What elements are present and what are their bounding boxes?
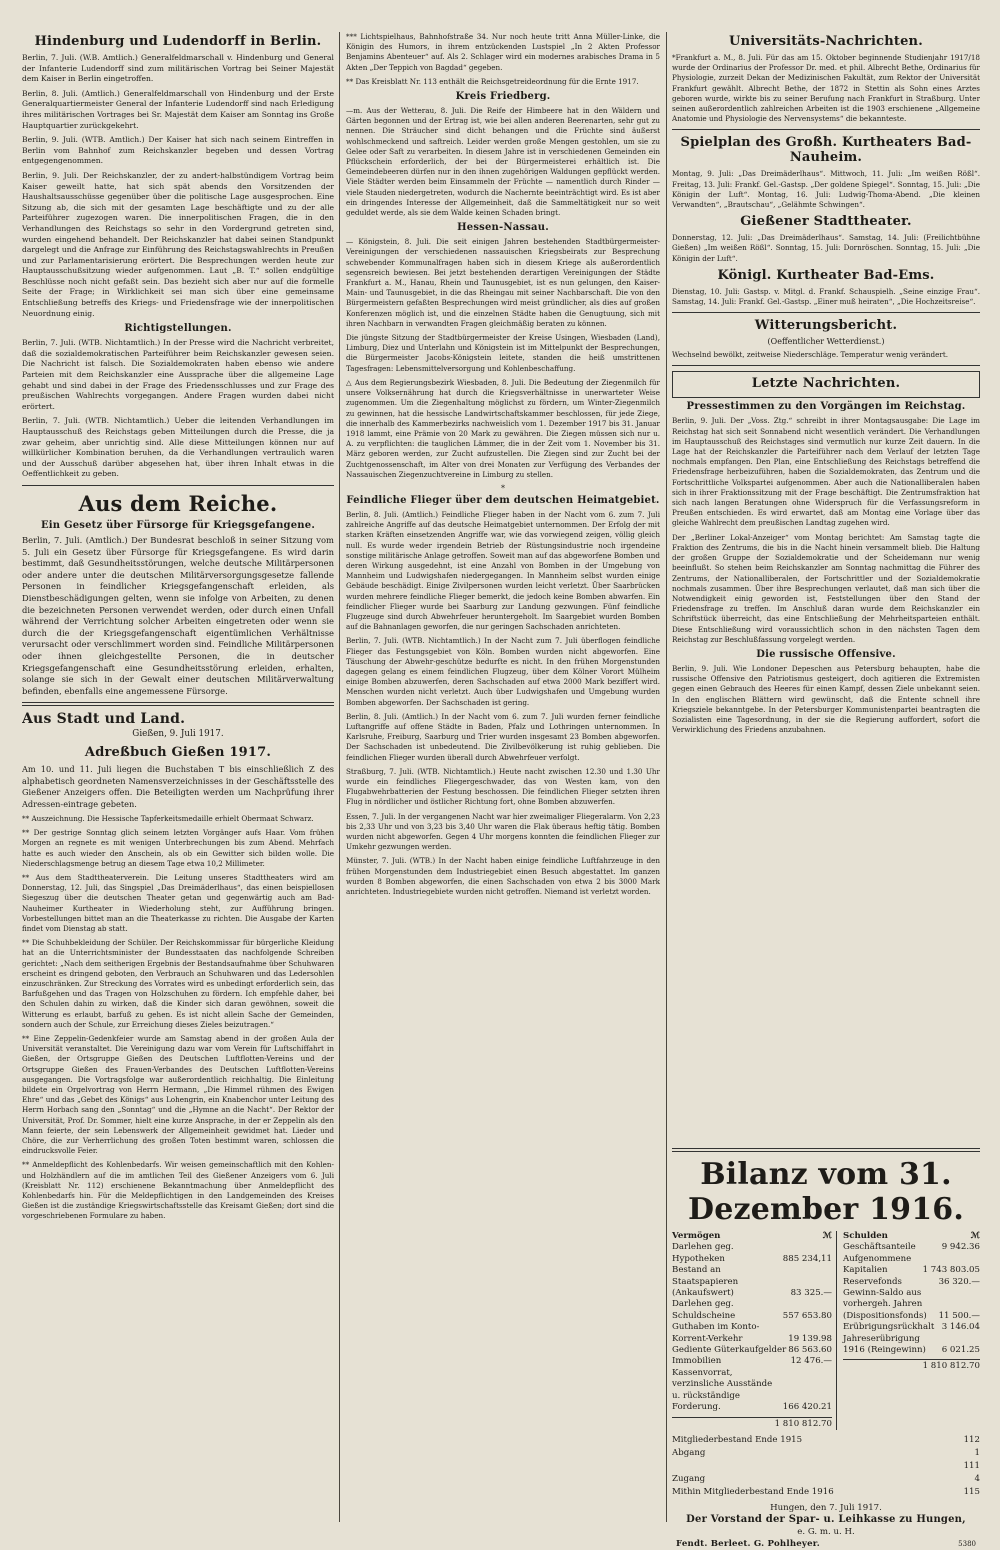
divider xyxy=(22,485,334,486)
divider xyxy=(672,129,980,130)
assets-rows xyxy=(672,1242,832,1413)
liability-row xyxy=(843,1322,980,1333)
currency-symbol: ℳ xyxy=(822,1231,832,1241)
liability-row xyxy=(843,1288,980,1322)
article-paragraph: Essen, 7. Juli. In der vergangenen Nacht war hier zweimaliger Fliegeralarm. Von 2,23 bis 2,33 Uhr und von 3,23 bis 3,40 Uhr waren die Flak überaus heftig tätig. Bomben wurden nicht abgeworfen. Gegen 4 Uhr morgens konnten die feindlichen Flieger zur Umkehr gezwungen werden. xyxy=(346,811,660,852)
asset-row xyxy=(672,1368,832,1414)
liability-row-value: 36 320.— xyxy=(938,1276,980,1287)
article-paragraph: *** Lichtspielhaus, Bahnhofstraße 34. Nur noch heute tritt Anna Müller-Linke, die Königin des Humors, in ihrem entzückenden Lustspiel „In 2 Akten Professor Benjamins Abenteuer“ auf. Als 2. Schlager wird ein modernes arabisches Drama in 5 Akten „Der Teppich von Bagdad“ gegeben. xyxy=(346,32,660,72)
divider xyxy=(672,312,980,313)
membership-row xyxy=(672,1473,980,1486)
asset-row-label: Darlehen geg. Schuldscheine xyxy=(672,1299,736,1321)
article-paragraph: *Frankfurt a. M., 8. Juli. Für das am 15. Oktober beginnende Studienjahr 1917/18 wurde der Ordinarius der Professor Dr. med. et phil. Albrecht Bethe, Ordinarius für Physiologie, zurzeit Dekan der Medizinischen Fakultät, zum Rektor der Universität Frankfurt gewählt. Albrecht Bethe, der 1872 in Stettin als Sohn eines Arztes geboren wurde, wirkte bis zu seiner Berufung nach Frankfurt in Straßburg. Unter seinen außerordentlich zahlreichen Arbeiten ist die 1903 erschienene „Allgemeine Anatomie und Physiologie des Nervensystems“ die bekannteste. xyxy=(672,53,980,124)
liability-row-value: 3 146.04 xyxy=(941,1322,980,1333)
asset-row-value: 83 325.— xyxy=(790,1288,832,1299)
article-paragraph: ** Aus dem Stadttheaterverein. Die Leitung unseres Stadttheaters wird am Donnerstag, 12. Juli, das Singspiel „Das Dreimäderlhaus“, das einen beispiellosen Siegeszug über die deutschen Theater getan und gegenwärtig auch am Bad-Nauheimer Kurtheater in Wiederholung steht, zur Aufführung bringen. Vorbestellungen bittet man an die Theaterkasse zu richten. Die Ausgabe der Karten findet vom Dienstag ab statt. xyxy=(22,872,334,933)
membership-row-label: Zugang xyxy=(672,1473,706,1484)
article-heading: Kreis Friedberg. xyxy=(455,91,551,103)
article-heading: Hessen-Nassau. xyxy=(457,222,549,234)
article-paragraph: Berlin, 7. Juli. (WTB. Nichtamtlich.) In der Nacht zum 7. Juli überflogen feindliche Flieger das Festungsgebiet von Köln. Bomben wurden nicht abgeworfen. Eine Täuschung der Abwehr-geschütze bedurfte es nicht. In den frühen Morgenstunden dagegen gelang es einem feindlichen Flugzeug, über dem Kölner Vorort Mülheim einige Bomben abzuwerfen, deren Sachschaden auf etwa 2000 Mark beziffert wird. Menschen wurden nicht verletzt. Auch über Ludwigshafen und Umgebung wurden Bomben abgeworfen. Der Sachschaden ist gering. xyxy=(346,636,660,707)
liabilities-column xyxy=(837,1231,980,1430)
article-paragraph: ** Anmeldepflicht des Kohlenbedarfs. Wir weisen gemeinschaftlich mit den Kohlen- und Holzhändlern auf die im amtlichen Teil des Gießener Anzeigers vom 6. Juli (Kreisblatt Nr. 112) erschienene Bekanntmachung über Anmeldepflicht des Kohlenbedarfs hin. Für die Meldepflichtigen in den Landgemeinden des Kreises Gießen ist die zuständige Kriegswirtschaftsstelle das Kreisamt Gießen; dort sind die vorgeschriebenen Formulare zu haben. xyxy=(22,1160,334,1221)
asset-row-value: 19 139.98 xyxy=(788,1333,832,1344)
assets-heading: Vermögen xyxy=(672,1231,721,1241)
membership-row-value: 1 xyxy=(974,1447,980,1458)
asset-row-label: Immobilien xyxy=(672,1356,722,1367)
article-heading: Richtigstellungen. xyxy=(124,323,232,335)
article-paragraph: Berlin, 9. Juli. (WTB. Amtlich.) Der Kaiser hat sich nach seinem Eintreffen in Berlin vom Bahnhof zum Reichskanzler begeben und dessen Vortrag entgegengenommen. xyxy=(22,135,334,166)
article-paragraph: Berlin, 7. Juli. (W.B. Amtlich.) Generalfeldmarschall v. Hindenburg und General der Infanterie Ludendorff sind zum militärischen Vortrag bei Seiner Majestät dem Kaiser in Berlin eingetroffen. xyxy=(22,53,334,84)
article-paragraph: Berlin, 8. Juli. (Amtlich.) In der Nacht vom 6. zum 7. Juli wurden ferner feindliche Luftangriffe auf offene Städte in Baden, Pfalz und Lothringen unternommen. In Karlsruhe, Freiburg, Saarburg und Trier wurden insgesamt 23 Bomben abgeworfen. Der Sachschaden ist unbedeutend. Die Zivilbevölkerung ist ruhig geblieben. Die feindlichen Flieger wurden überall durch Abwehrfeuer verfolgt. xyxy=(346,711,660,762)
liability-row-label: Geschäftsanteile xyxy=(843,1242,916,1253)
signature-date: Hungen, den 7. Juli 1917. xyxy=(770,1502,882,1513)
membership-row xyxy=(672,1486,980,1499)
membership-row-value: 4 xyxy=(974,1473,980,1484)
membership-row-label: Mitgliederbestand Ende 1915 xyxy=(672,1434,803,1445)
section-heading: Aus dem Reiche. xyxy=(78,490,278,516)
membership-row xyxy=(672,1460,980,1473)
liability-row-label: Gewinn-Saldo aus vorhergeh. Jahren (Dispositionsfonds) xyxy=(843,1288,927,1321)
article-heading: Hindenburg und Ludendorff in Berlin. xyxy=(34,34,322,49)
membership-row-label: Abgang xyxy=(672,1447,706,1458)
liability-row xyxy=(843,1277,980,1288)
membership-rows xyxy=(672,1434,980,1499)
liability-row-value: 6 021.25 xyxy=(941,1345,980,1356)
liability-row xyxy=(843,1254,980,1277)
divider xyxy=(22,702,334,706)
article-heading: Königl. Kurtheater Bad-Ems. xyxy=(717,267,935,283)
membership-row-value: 115 xyxy=(963,1486,980,1497)
article-paragraph: Berlin, 9. Juli. Der Reichskanzler, der zu andert-halbstündigem Vortrag beim Kaiser geweilt hatte, hat sich spät abends den Vorsitzenden der Haushaltsausschüsse gegenüber über die politische Lage ausgesprochen. Eine Sitzung ab, die sich mit der gesamten Lage beschäftigte und zu der alle Parteiführer zugezogen waren. Die innerpolitischen Fragen, die in den Verhandlungen des Reichstags so sehr in den Vordergrund getreten sind, wurden eingehend behandelt. Der Reichskanzler hat dabei seinen Standpunkt dargelegt und die Anfrage zur Einführung des Reichstagswahlrechts in Preußen und zur Parlamentarisierung erörtert. Die Besprechungen werden heute zur Hauptausschußsitzung wieder aufgenommen. Laut „B. T.“ sollen endgültige Beschlüsse noch nicht gefaßt sein. Das bezieht sich aber nur auf die formelle Seite der Frage; in Wirklichkeit sei man sich über eine gemeinsame Entschließung betreffs des Kriegs- und Friedensfrage wie der innerpolitischen Neuordnung einig. xyxy=(22,170,334,318)
liability-row-value: 11 500.— xyxy=(938,1310,980,1321)
article-paragraph: Straßburg, 7. Juli. (WTB. Nichtamtlich.) Heute nacht zwischen 12.30 und 1.30 Uhr wurde ein feindliches Fliegergeschwader, das von Westen kam, von den Flugabwehrbatterien der Festung beschossen. Die feindlichen Flieger setzten ihren Flug in nördlicher und östlicher Richtung fort, ohne Bomben abzuwerfen. xyxy=(346,766,660,807)
article-paragraph: ** Der gestrige Sonntag glich seinem letzten Vorgänger aufs Haar. Vom frühen Morgen an regnete es mit wenigen Unterbrechungen bis zum Abend. Mehrfach hatte es auch wieder den Anschein, als ob ein Gewitter sich bilden wolle. Die Niederschlagsmenge betrug an diesem Tage etwa 10,2 Millimeter. xyxy=(22,828,334,868)
article-heading: Universitäts-Nachrichten. xyxy=(729,34,923,49)
article-paragraph: Am 10. und 11. Juli liegen die Buchstaben T bis einschließlich Z des alphabetisch geordneten Namensverzeichnisses in der Geschäftsstelle des Gießener Anzeigers offen. Die Beteiligten werden um Nachprüfung ihrer Adressen-eintrage gebeten. xyxy=(22,764,334,809)
liabilities-heading: Schulden xyxy=(843,1231,888,1241)
liability-row-label: Aufgenommene Kapitalien xyxy=(843,1253,912,1276)
column-2 xyxy=(346,32,660,1527)
balance-sheet-ad xyxy=(672,1143,980,1550)
article-paragraph: ** Das Kreisblatt Nr. 113 enthält die Reichsgetreideordnung für die Ernte 1917. xyxy=(346,76,639,86)
asset-row-label: Bestand an Staatspapieren (Ankaufswert) xyxy=(672,1265,739,1299)
column-3 xyxy=(672,32,980,1137)
theater-program: Dienstag, 10. Juli: Gastsp. v. Mitgl. d. Frankf. Schauspielh. „Seine einzige Frau“. Samstag, 14. Juli: Frankf. Gel.-Gastsp. „Einer muß heiraten“, „Die Hochzeitsreise“. xyxy=(672,286,980,307)
article-paragraph: Die jüngste Sitzung der Stadtbürgermeister der Kreise Usingen, Wiesbaden (Land), Limburg, Diez und Unterlahn und Königstein ist im Mittelpunkt der Besprechungen, die Bürgermeister Jacobs-Königstein leitete, standen die heiß umstrittenen Tagesfragen: Lebensmittelversorgung und Kohlenbeschaffung. xyxy=(346,333,660,373)
article-heading: Letzte Nachrichten. xyxy=(751,376,901,392)
article-subheading: (Oeffentlicher Wetterdienst.) xyxy=(767,337,885,347)
membership-row xyxy=(672,1447,980,1460)
article-paragraph: Der „Berliner Lokal-Anzeiger“ vom Montag berichtet: Am Samstag tagte die Fraktion des Zentrums, die bis in die Nacht hinein versammelt blieb. Die Haltung der großen Gruppe der Sozialdemokratie und der Scheidemann nur wenig beeinflußt. So stehen beim Reichskanzler am Sonntag nachmittag die Führer des Zentrums, der Nationalliberalen, der Fortschrittler und der Sozialdemokratie nochmals zusammen. Über ihre Besprechungen verlautet, daß man sich über die Notwendigkeit einig geworden ist, Feststellungen über den Stand der Friedensfrage zu treffen. Im Anschluß daran wurde dem Reichskanzler ein Schriftstück überreicht, das eine Entschließung der Mehrheitsparteien enthält. Diese Entschließung wird voraussichtlich schon in den nächsten Tagen dem Reichstag zur Beschlußfassung vorgelegt werden. xyxy=(672,532,980,644)
section-heading: Aus Stadt und Land. xyxy=(22,711,186,728)
divider xyxy=(672,365,980,366)
article-heading: Feindliche Flieger über dem deutschen Heimatgebiet. xyxy=(346,494,660,506)
article-paragraph: — Königstein, 8. Juli. Die seit einigen Jahren bestehenden Stadtbürgermeister-Vereinigungen der verschiedenen nassauischen Kriegsbeirats zur Besprechung schwebender Kommunalfragen haben sich in diesem Kriege als außerordentlich segensreich bewiesen. Bei jetzt bestehenden derartigen Vereinigungen der Städte Frankfurt a. M., Hanau, Rhein und Taunusgebiet, ist es nun gelungen, den Kaiser-Main- und Taunusgebiet, in die das Rheingau mit seiner Nachbarschaft. Die von den Bürgermeistern gefaßten Besprechungen wird meist gründlicher, als dies auf großen Konferenzen möglich ist, und die einzelnen Städte haben die Genugtuung, sich mit ihren Nachbarn in verwandten Fragen gleichmäßig beraten zu können. xyxy=(346,237,660,328)
article-paragraph: Berlin, 7. Juli. (Amtlich.) Der Bundesrat beschloß in seiner Sitzung vom 5. Juli ein Gesetz über Fürsorge für Kriegsgefangene. Es wird darin bestimmt, daß Gesundheitsstörungen, welche deutsche Militärpersonen oder andere unter die deutschen Militärversorgungsgesetze fallende Personen in feindlicher Kriegsgefangenschaft erleiden, als Dienstbeschädigungen gelten, wenn sie infolge von Arbeiten, zu denen die bezeichneten Personen verwendet werden, oder durch einen Unfall während der Verrichtung solcher Arbeiten eingetreten oder wenn sie durch die der Kriegsgefangenschaft eigentümlichen Verhältnisse verursacht oder verschlimmert worden sind. Feindliche Militärpersonen oder ihnen gleichgestellte Personen, die in deutscher Kriegsgefangenschaft eine Gesundheitsstörung erleiden, erhalten, solange sie sich in der Gewalt einer deutschen Militärverwaltung befinden, ebenfalls eine angemessene Fürsorge. xyxy=(22,534,334,696)
theater-program: Montag, 9. Juli: „Das Dreimäderlhaus“. Mittwoch, 11. Juli: „Im weißen Rößl“. Freitag, 13. Juli: Frankf. Gel.-Gastsp. „Der goldene Spiegel“. Sonntag, 15. Juli: „Die Königin der Luft“. Montag, 16. Juli: Ludwig-Thoma-Abend. „Die kleinen Verwandten“, „Brautschau“, „Gelähmte Schwingen“. xyxy=(672,169,980,210)
assets-total: 1 810 812.70 xyxy=(774,1418,832,1429)
liabilities-total: 1 810 812.70 xyxy=(922,1361,980,1372)
column-1 xyxy=(22,32,334,1527)
article-subheading: Pressestimmen zu den Vorgängen im Reichstag. xyxy=(686,401,966,413)
liability-row-value: 9 942.36 xyxy=(941,1242,980,1253)
asset-row-value: 557 653.80 xyxy=(782,1310,832,1321)
article-paragraph: ** Eine Zeppelin-Gedenkfeier wurde am Samstag abend in der großen Aula der Universität veranstaltet. Die Vereinigung dazu war vom Verein für Luftschiffahrt in Gießen, der Ortsgruppe Gießen des Deutschen Luftflotten-Vereins und der Ortsgruppe Gießen des Frauen-Verbandes des Deutschen Luftflotten-Vereins ausgegangen. Die Vortragsfolge war außerordentlich reichhaltig. Die Einleitung bildete ein Orgelvortrag von Herrn Hermann, „Die Himmel rühmen des Ewigen Ehre“ und das „Gebet des Königs“ aus Lohengrin, ein Knabenchor unter Leitung des Herrn Horbach sang den „Sonntag“ und die „Hymne an die Nacht“. Der Rektor der Universität, Prof. Dr. Sommer, hielt eine kurze Ansprache, in der er Zeppelin als den Mann feierte, der sein Lebenswerk der Allgemeinheit gewidmet hat. Lieder und Chöre, die zur Verherrlichung des großen Toten bestimmt waren, schlossen die eindrucksvolle Feier. xyxy=(22,1033,334,1156)
article-heading: Die russische Offensive. xyxy=(756,648,896,660)
asset-row xyxy=(672,1242,832,1265)
membership-row xyxy=(672,1434,980,1447)
asset-row xyxy=(672,1356,832,1367)
theater-program: Donnerstag, 12. Juli: „Das Dreimäderlhaus“. Samstag, 14. Juli: (Freilichtbühne Gießen) „Im weißen Rößl“. Sonntag, 15. Juli: Dornröschen. Sonntag, 15. Juli: „Die Königin der Luft“. xyxy=(672,233,980,263)
currency-symbol: ℳ xyxy=(970,1231,980,1241)
latest-news-box xyxy=(672,371,980,398)
asset-row-label: Guthaben im Konto-Korrent-Verkehr xyxy=(672,1322,760,1344)
ad-number: 5380 xyxy=(958,1539,976,1548)
separator-star: * xyxy=(501,483,505,493)
divider xyxy=(672,1148,980,1152)
liability-row-label: Erübrigungsrückhalt xyxy=(843,1322,935,1333)
liability-row-label: Jahreserübrigung 1916 (Reingewinn) xyxy=(843,1333,926,1356)
assets-column xyxy=(672,1231,837,1430)
membership-row-value: 111 xyxy=(963,1460,980,1471)
article-paragraph: ** Die Schuhbekleidung der Schüler. Der Reichskommissar für bürgerliche Kleidung hat an die Unterrichtsminister der Bundesstaaten das nachfolgende Schreiben gerichtet: „Nach dem seitherigen Ergebnis der Bestandsaufnahme über Schuhwaren erscheint es dringend geboten, den Verbrauch an Schuhwaren und das Ledersohlen einzuschränken. Zur Streckung des Vorrates wird es unbedingt erforderlich sein, das Barfußgehen und das Tragen von Holzschuhen zu fördern. Ich empfehle daher, bei den Schulen dahin zu wirken, daß die Kinder sich daran gewöhnen, soweit die Witterung es erlaubt, barfuß zu gehen. Es ist nicht allein Sache der Gemeinden, sondern auch der Schule, zur Erreichung dieses Zieles beizutragen.“ xyxy=(22,938,334,1029)
membership-row-label: Mithin Mitgliederbestand Ende 1916 xyxy=(672,1486,834,1497)
article-paragraph: Berlin, 8. Juli. (Amtlich.) Generalfeldmarschall von Hindenburg und der Erste Generalquartiermeister General der Infanterie Ludendorff sind nach Erledigung ihres militärischen Vortrages bei Sr. Majestät dem Kaiser am Sonntag ins Große Hauptquartier zurückgekehrt. xyxy=(22,88,334,130)
article-paragraph: Berlin, 7. Juli. (WTB. Nichtamtlich.) In der Presse wird die Nachricht verbreitet, daß die sozialdemokratischen Parteiführer beim Reichskanzler gewesen seien. Die Nachricht ist falsch. Die Sozialdemokraten haben ebenso wie andere Parteien mit dem Reichskanzler eine Aussprache über die allgemeine Lage gehabt und sind dabei in der Frage des Friedensschlusses und zur Frage des preußischen Wahlrechts vorgegangen. Andere Fragen wurden dabei nicht erörtert. xyxy=(22,338,334,411)
article-paragraph: Münster, 7. Juli. (WTB.) In der Nacht haben einige feindliche Luftfahrzeuge in den frühen Morgenstunden dem Industriegebiet einen Besuch abgestattet. Im ganzen wurden 8 Bomben abgeworfen, die einen Sachschaden von etwa 2 bis 3000 Mark anrichteten. Industriegebiete wurden nicht getroffen. Niemand ist verletzt worden. xyxy=(346,856,660,897)
liabilities-rows xyxy=(843,1242,980,1356)
asset-row-label: Darlehen geg. Hypotheken xyxy=(672,1242,734,1264)
asset-row xyxy=(672,1265,832,1299)
article-paragraph: Berlin, 9. Juli. Der „Voss. Ztg.“ schreibt in ihrer Montagsausgabe: Die Lage im Reichstag hat sich seit Sonnabend nicht wesentlich verändert. Die Verhandlungen im Hauptausschuß des Reichstages sind vermutlich nur kurze Zeit dauern. In die Lage hat der Reichskanzler die Parteiführer nach dem Verlauf der letzten Tage nochmals empfangen. Den Plan, eine Entschließung des Reichstags betreffend die Friedensfrage herbeizuführen, haben die Sozialdemokraten, das Zentrum und die Fortschrittliche Volkspartei aufgenommen. Aber auch die Nationalliberalen haben sich in ihrer Fraktionssitzung mit der Frage beschäftigt. Die Zentrumsfraktion hat sich nach langen Beratungen ohne Widerspruch für die Verfassungsreform in Preußen entschieden. Es wird erwartet, daß am Montag eine Vorlage über das gleiche Wahlrecht dem preußischen Landtag zugehen wird. xyxy=(672,416,980,528)
article-heading: Ein Gesetz über Fürsorge für Kriegsgefangene. xyxy=(40,519,316,531)
weather-report: Wechselnd bewölkt, zeitweise Niederschläge. Temperatur wenig verändert. xyxy=(672,350,949,360)
liability-row xyxy=(843,1242,980,1253)
asset-row-value: 86 563.60 xyxy=(788,1345,832,1356)
asset-row-label: Kassenvorrat, verzinsliche Ausstände u. rückständige Forderung. xyxy=(672,1367,773,1413)
article-paragraph: Berlin, 7. Juli. (WTB. Nichtamtlich.) Ueber die leitenden Verhandlungen im Hauptausschuß des Reichstags geben Mitteilungen durch die Presse, die ja zwar geheim, aber unrichtig sind. Alle diese Mitteilungen können nur auf willkürlicher Kombination beruhen, da die Verhandlungen vertraulich waren und der Ausschuß darüber abgesehen hat, über ihren Inhalt etwas in die Oeffentlichkeit zu geben. xyxy=(22,416,334,479)
dateline: Gießen, 9. Juli 1917. xyxy=(132,729,224,740)
asset-row-value: 12 476.— xyxy=(790,1356,832,1367)
asset-row-value: 885 234,11 xyxy=(782,1253,832,1264)
liability-row xyxy=(843,1334,980,1357)
liability-row-value: 1 743 803.05 xyxy=(922,1265,980,1276)
balance-sheet-title: Bilanz vom 31. Dezember 1916. xyxy=(687,1157,965,1227)
signature-legal-form: e. G. m. u. H. xyxy=(797,1526,855,1537)
article-heading: Spielplan des Großh. Kurtheaters Bad-Nauheim. xyxy=(680,135,972,166)
asset-row-label: Gediente Güterkaufgelder xyxy=(672,1345,787,1356)
article-paragraph: △ Aus dem Regierungsbezirk Wiesbaden, 8. Juli. Die Bedeutung der Ziegenmilch für unsere Volksernährung hat durch die Kriegsverhältnisse in unerwarteter Weise zugenommen. Um die Ziegenhaltung möglichst zu fördern, um Winter-Ziegenmilch zu gewinnen, hat die hessische Landwirtschaftskammer beschlossen, für jede Ziege, die innerhalb des Kammerbezirks nachweislich vom 1. Dezember 1917 bis 31. Januar 1918 lammt, eine Prämie von 20 Mark zu gewähren. Die Ziegen müssen sich nur u. A. zu verpflichten: die tauglichen Lämmer, die in der Zeit vom 1. November bis 31. März geboren werden, zur Zucht aufzustellen. Die Ziegen sind zur Zucht bei der Zuchtgenossenschaft, im Alter von drei Monaten zur Verfügung des Verbandes der Nassauischen Ziegenzuchtvereine in Limburg zu stellen. xyxy=(346,377,660,479)
article-heading: Adreßbuch Gießen 1917. xyxy=(84,745,272,761)
article-paragraph: ** Auszeichnung. Die Hessische Tapferkeitsmedaille erhielt Obermaat Schwarz. xyxy=(22,813,314,823)
asset-row xyxy=(672,1345,832,1356)
asset-row xyxy=(672,1322,832,1345)
column-rule xyxy=(339,32,340,1522)
asset-row-value: 166 420.21 xyxy=(782,1402,832,1413)
column-rule xyxy=(666,32,667,1522)
balance-sheet-table xyxy=(672,1231,980,1430)
article-paragraph: Berlin, 9. Juli. Wie Londoner Depeschen aus Petersburg behaupten, habe die russische Offensive den Patriotismus gesteigert, doch agitieren die Extremisten gegen einen Gebrauch des Heeres für einen Kampf, dessen Ziele unbekannt seien. In den englischen Blättern wird gewünscht, daß die Entente schnell ihre Kriegsziele bekanntgebe. In der Petersburger Kommunistenpartei beantragten die Sozialisten eine Tagesordnung, in der sie die Regierung auffordert, sofort die Verwirklichung des Friedens anzubahnen. xyxy=(672,663,980,735)
signature-board: Der Vorstand der Spar- u. Leihkasse zu Hungen, xyxy=(686,1513,966,1525)
liability-row-label: Reservefonds xyxy=(843,1276,902,1287)
article-paragraph: Berlin, 8. Juli. (Amtlich.) Feindliche Flieger haben in der Nacht vom 6. zum 7. Juli zahlreiche Angriffe auf das deutsche Heimatgebiet unternommen. Der Erfolg der mit starken Kräften einsetzenden Angriffe war, wie das vorwiegend zeigen, völlig gleich null. Es wurde weder irgendein Betrieb der Rüstungsindustrie noch irgendeine sonstige militärische Anlage getroffen. Soweit man auf das abgeworfene Bomben und deren Wirkung ausgedehnt, ist eine Anzahl von Bomben in der Umgebung von Mannheim und Ludwigshafen niedergegangen. In Mannheim selbst wurden einige Gebäude beschädigt. Einige Zivilpersonen wurden leicht verletzt. Über Saarbrücken wurden mehrere feindliche Flieger bemerkt, die jedoch keine Bomben abwarfen. Ein feindlicher Flieger wurde bei Saarburg zur Landung gezwungen. Fünf feindliche Flugzeuge sind durch Abwehrfeuer heruntergeholt. Im Saargebiet wurden Bomben auf die Bahnanlagen geworfen, die nur geringen Sachschaden anrichteten. xyxy=(346,509,660,632)
article-heading: Gießener Stadttheater. xyxy=(740,214,912,230)
article-paragraph: —m. Aus der Wetterau, 8. Juli. Die Reife der Himbeere hat in den Wäldern und Gärten begonnen und der Ertrag ist, wie bei allen anderen Beerenarten, sehr gut zu nennen. Die Sträucher sind dicht behangen und die Früchte sind äußerst wohlschmeckend und saftreich. Leider werden große Mengen gestohlen, um sie zu Gelee oder Saft zu verarbeiten. In diesem Jahre ist in verschiedenen Gemeinden ein Pflückschein erforderlich, der bei der Bürgermeisterei erhältlich ist. Die Gemeindebeeren dürfen nur in den ihnen zugehörigen Waldungen gepflückt werden. Viele Städter werden beim Einsammeln der Früchte — namentlich durch Rinder — viele Stauden niedergetreten, wodurch die Nachernte beeinträchtigt wird. Es ist aber ein dringendes Interesse der Allgemeinheit, daß die Sammeltätigkeit nur so weit geduldet werde, als sie dem Walde keinen Schaden bringt. xyxy=(346,106,660,218)
membership-row-value: 112 xyxy=(963,1434,980,1445)
asset-row xyxy=(672,1299,832,1322)
signature-names: Fendt. Berleet. G. Pohlheyer. xyxy=(676,1538,820,1549)
article-heading: Witterungsbericht. xyxy=(754,318,898,334)
